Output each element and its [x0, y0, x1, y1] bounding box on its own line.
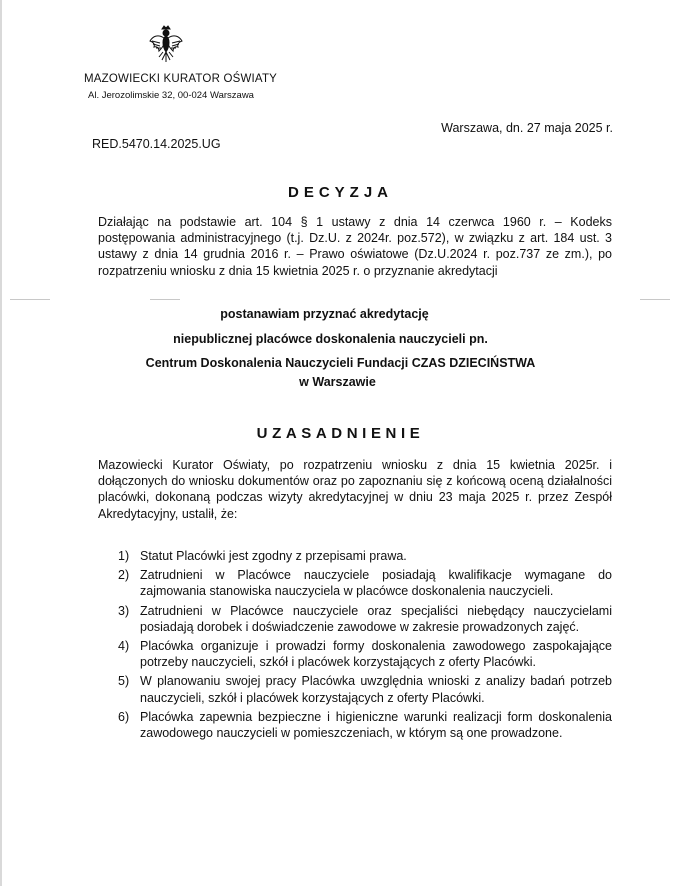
- resolution-line: Centrum Doskonalenia Nauczycieli Fundacji CZAS DZIECIŃSTWA: [145, 356, 536, 370]
- item-text: Zatrudnieni w Placówce nauczyciele posiadają kwalifikacje wymagane do zajmowania stanowiska nauczyciela w placówce doskonalenia nauczycieli.: [140, 568, 612, 599]
- scan-edge: [0, 0, 2, 886]
- list-item: [98, 603, 612, 635]
- decision-title: DECYZJA: [287, 184, 393, 201]
- institution-address: Al. Jerozolimskie 32, 00-024 Warszawa: [88, 90, 254, 101]
- item-text: W planowaniu swojej pracy Placówka uwzględnia wnioski z analizy badań potrzeb nauczycieli, szkół i placówek korzystających z oferty Placówki.: [140, 674, 612, 705]
- resolution-line: w Warszawie: [299, 375, 376, 389]
- decision-intro: Działając na podstawie art. 104 § 1 ustawy z dnia 14 czerwca 1960 r. – Kodeks postępowania administracyjnego (t.j. Dz.U. z 2024r. poz.572), w związku z art. 184 ust. 3 ustawy z dnia 14 grudnia 2016 r. – Prawo oświatowe (Dz.U.2024 r. poz.737 ze zm.), po rozpatrzeniu wniosku z dnia 15 kwietnia 2025 r. o przyznanie akredytacji: [98, 215, 612, 278]
- polish-eagle-icon: [148, 24, 184, 66]
- justification-title: UZASADNIENIE: [256, 425, 425, 442]
- item-number: 1): [118, 549, 130, 563]
- item-number: 2): [118, 568, 130, 583]
- scan-artifact: [150, 299, 180, 300]
- resolution-line: postanawiam przyznać akredytację: [220, 307, 429, 321]
- justification-intro: Mazowiecki Kurator Oświaty, po rozpatrzeniu wniosku z dnia 15 kwietnia 2025r. i dołączonych do wniosku dokumentów oraz po zapoznaniu się z końcową oceną działalności placówki, dokonaną podczas wizyty akredytacyjnej w dniu 23 maja 2025 r. przez Zespół Akredytacyjny, ustalił, że:: [98, 458, 612, 521]
- item-number: 3): [118, 603, 130, 618]
- item-number: 4): [118, 639, 130, 654]
- list-item: [98, 548, 612, 564]
- list-item: [98, 709, 612, 741]
- item-number: 5): [118, 674, 130, 689]
- list-item: [98, 673, 612, 705]
- findings-list: [98, 548, 612, 744]
- item-text: Placówka organizuje i prowadzi formy doskonalenia zawodowego zaspokajające potrzeby nauczycieli, szkół i placówek korzystających z oferty Placówki.: [140, 639, 612, 670]
- date-line: Warszawa, dn. 27 maja 2025 r.: [441, 121, 613, 135]
- resolution-line: niepublicznej placówce doskonalenia nauczycieli pn.: [173, 332, 488, 346]
- item-text: Placówka zapewnia bezpieczne i higieniczne warunki realizacji form doskonalenia zawodowego nauczycieli w pomieszczeniach, w którym są one prowadzone.: [140, 709, 612, 741]
- scan-artifact: [10, 299, 50, 300]
- item-number: 6): [118, 709, 130, 724]
- list-item: [98, 567, 612, 599]
- item-text: Statut Placówki jest zgodny z przepisami prawa.: [140, 549, 407, 563]
- item-text: Zatrudnieni w Placówce nauczyciele oraz specjaliści niebędący nauczycielami posiadają dorobek i doświadczenie zawodowe w zakresie prowadzonych zajęć.: [140, 603, 612, 634]
- list-item: [98, 638, 612, 670]
- reference-number: RED.5470.14.2025.UG: [92, 137, 221, 151]
- scan-artifact: [640, 299, 670, 300]
- institution-name: MAZOWIECKI KURATOR OŚWIATY: [84, 73, 278, 85]
